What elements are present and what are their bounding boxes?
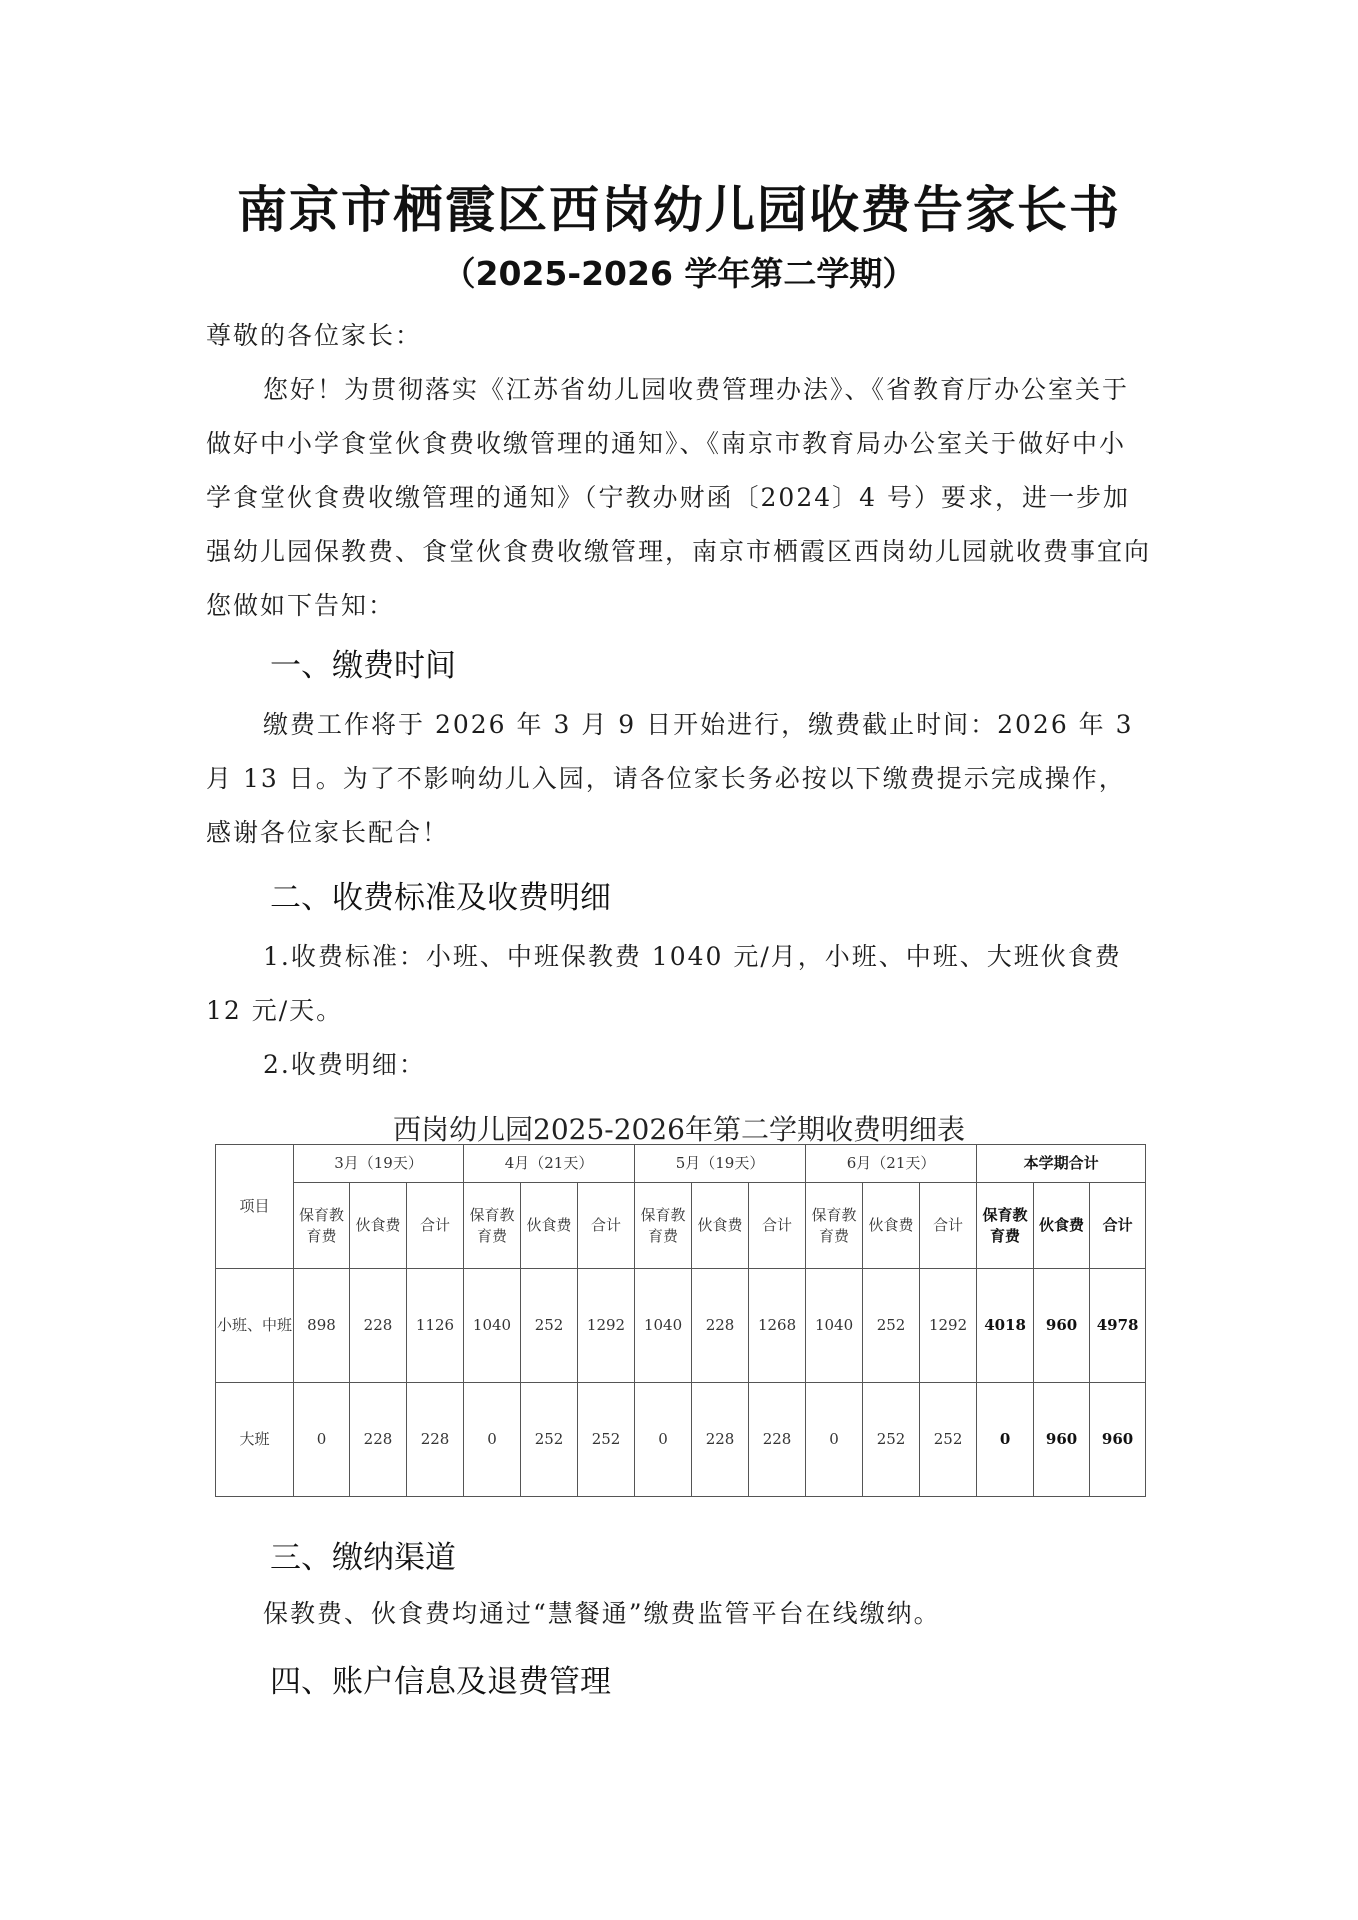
table-cell: 252 bbox=[521, 1269, 578, 1383]
table-cell: 228 bbox=[692, 1383, 749, 1497]
table-row bbox=[216, 1383, 1146, 1497]
table-cell: 252 bbox=[863, 1269, 920, 1383]
table-cell: 1292 bbox=[578, 1269, 635, 1383]
month-header: 6月（21天） bbox=[806, 1145, 977, 1183]
table-cell: 0 bbox=[806, 1383, 863, 1497]
table-cell: 228 bbox=[350, 1383, 407, 1497]
table-cell: 0 bbox=[464, 1383, 521, 1497]
section-heading-account-refund: 四、账户信息及退费管理 bbox=[270, 1664, 611, 1700]
table-cell: 1268 bbox=[749, 1269, 806, 1383]
table-header-row bbox=[216, 1145, 1146, 1183]
total-cell: 0 bbox=[977, 1383, 1034, 1497]
total-cell: 4018 bbox=[977, 1269, 1034, 1383]
table-cell: 252 bbox=[920, 1383, 977, 1497]
salutation: 尊敬的各位家长： bbox=[206, 321, 423, 350]
month-header: 4月（21天） bbox=[464, 1145, 635, 1183]
section-heading-payment-channel: 三、缴纳渠道 bbox=[270, 1540, 456, 1576]
month-header: 3月（19天） bbox=[294, 1145, 464, 1183]
table-cell: 0 bbox=[635, 1383, 692, 1497]
intro-paragraph: 您好！为贯彻落实《江苏省幼儿园收费管理办法》、《省教育厅办公室关于做好中小学食堂伙食费收缴管理的通知》、《南京市教育局办公室关于做好中小学食堂伙食费收缴管理的通知》（宁教办财函〔2024〕4 号）要求，进一步加强幼儿园保教费、食堂伙食费收缴管理，南京市栖霞区西岗幼儿园就收费事宜向您做如下告知： bbox=[206, 375, 1152, 620]
fee-detail-label: 2.收费明细： bbox=[263, 1050, 426, 1079]
table-cell: 1040 bbox=[806, 1269, 863, 1383]
table-cell: 228 bbox=[407, 1383, 464, 1497]
table-cell: 252 bbox=[863, 1383, 920, 1497]
table-cell: 228 bbox=[350, 1269, 407, 1383]
table-subheader-row bbox=[216, 1183, 1146, 1269]
table-cell: 228 bbox=[692, 1269, 749, 1383]
total-cell: 4978 bbox=[1090, 1269, 1146, 1383]
fee-detail-table bbox=[215, 1144, 1146, 1497]
sub-header: 伙食费 bbox=[692, 1183, 749, 1269]
sub-header: 合计 bbox=[749, 1183, 806, 1269]
sub-header: 伙食费 bbox=[350, 1183, 407, 1269]
document-subtitle: （2025-2026 学年第二学期） bbox=[442, 254, 916, 293]
table-title: 西岗幼儿园2025-2026年第二学期收费明细表 bbox=[393, 1113, 965, 1146]
fee-standard-paragraph: 1.收费标准：小班、中班保教费 1040 元/月，小班、中班、大班伙食费 12 元/天。 bbox=[206, 942, 1122, 1025]
table-cell: 898 bbox=[294, 1269, 350, 1383]
table-cell: 1292 bbox=[920, 1269, 977, 1383]
table-row bbox=[216, 1269, 1146, 1383]
month-header: 5月（19天） bbox=[635, 1145, 806, 1183]
table-cell: 252 bbox=[521, 1383, 578, 1497]
table-cell: 1040 bbox=[635, 1269, 692, 1383]
payment-channel-paragraph: 保教费、伙食费均通过“慧餐通”缴费监管平台在线缴纳。 bbox=[263, 1599, 941, 1628]
total-cell: 960 bbox=[1090, 1383, 1146, 1497]
row-label: 大班 bbox=[216, 1383, 294, 1497]
table-cell: 252 bbox=[578, 1383, 635, 1497]
item-header: 项目 bbox=[216, 1145, 294, 1269]
sub-header: 合计 bbox=[407, 1183, 464, 1269]
section-heading-fee-standard: 二、收费标准及收费明细 bbox=[270, 880, 611, 916]
payment-time-paragraph: 缴费工作将于 2026 年 3 月 9 日开始进行，缴费截止时间：2026 年 3 月 13 日。为了不影响幼儿入园，请各位家长务必按以下缴费提示完成操作，感谢各位家长配合！ bbox=[206, 710, 1134, 847]
sub-header: 合计 bbox=[578, 1183, 635, 1269]
sub-header: 保育教育费 bbox=[806, 1183, 863, 1269]
table-cell: 1126 bbox=[407, 1269, 464, 1383]
document-title: 南京市栖霞区西岗幼儿园收费告家长书 bbox=[237, 181, 1121, 239]
total-cell: 960 bbox=[1034, 1269, 1090, 1383]
sub-header: 保育教育费 bbox=[464, 1183, 521, 1269]
sub-header: 伙食费 bbox=[863, 1183, 920, 1269]
semester-total-header: 本学期合计 bbox=[977, 1145, 1146, 1183]
sub-header: 保育教育费 bbox=[635, 1183, 692, 1269]
row-label: 小班、中班 bbox=[216, 1269, 294, 1383]
sub-header: 保育教育费 bbox=[977, 1183, 1034, 1269]
table-cell: 228 bbox=[749, 1383, 806, 1497]
sub-header: 伙食费 bbox=[1034, 1183, 1090, 1269]
sub-header: 合计 bbox=[920, 1183, 977, 1269]
total-cell: 960 bbox=[1034, 1383, 1090, 1497]
sub-header: 合计 bbox=[1090, 1183, 1146, 1269]
table-cell: 0 bbox=[294, 1383, 350, 1497]
sub-header: 保育教育费 bbox=[294, 1183, 350, 1269]
section-heading-payment-time: 一、缴费时间 bbox=[270, 648, 456, 684]
table-cell: 1040 bbox=[464, 1269, 521, 1383]
sub-header: 伙食费 bbox=[521, 1183, 578, 1269]
